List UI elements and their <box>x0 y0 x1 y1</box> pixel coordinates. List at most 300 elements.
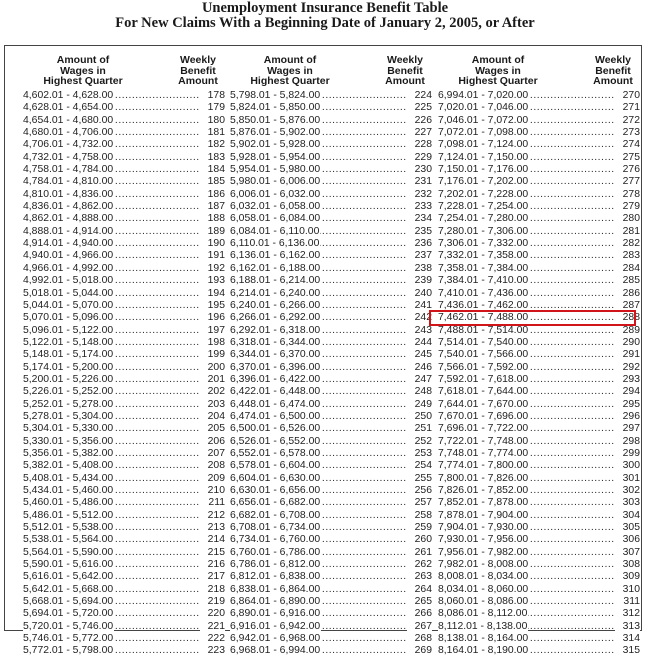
weekly-benefit-amount: 256 <box>407 485 432 497</box>
table-rows <box>438 90 640 658</box>
table-row <box>230 374 432 386</box>
table-row <box>438 559 640 571</box>
weekly-benefit-amount: 287 <box>615 300 640 312</box>
weekly-benefit-amount: 259 <box>407 522 432 534</box>
table-row <box>230 633 432 645</box>
dot-leader <box>438 559 618 571</box>
weekly-benefit-amount: 277 <box>615 176 640 188</box>
weekly-benefit-amount: 279 <box>615 201 640 213</box>
wage-range: 5,434.01 - 5,460.00 <box>23 485 114 496</box>
weekly-benefit-amount: 248 <box>407 386 432 398</box>
wage-range: 4,654.01 - 4,680.00 <box>23 114 114 126</box>
dot-leader <box>438 596 618 608</box>
dot-leader <box>23 497 203 509</box>
dot-leader <box>230 349 410 361</box>
dot-leader <box>230 164 410 176</box>
weekly-benefit-amount: 247 <box>407 374 432 386</box>
header-weekly-benefit: Weekly Benefit Amount <box>178 54 218 88</box>
wage-range: 5,746.01 - 5,772.00 <box>23 633 114 645</box>
table-row <box>23 90 225 102</box>
dot-leader <box>23 127 203 139</box>
weekly-benefit-amount: 251 <box>407 423 432 435</box>
weekly-benefit-amount: 197 <box>200 325 225 337</box>
wage-range: 7,540.01 - 7,566.00 <box>438 349 529 361</box>
weekly-benefit-amount: 308 <box>615 559 640 571</box>
table-row <box>23 522 225 534</box>
wage-range: 8,164.01 - 8,190.00 <box>438 645 529 657</box>
wage-range: 4,940.01 - 4,966.00 <box>23 250 114 262</box>
wage-range: 6,708.01 - 6,734.00 <box>230 522 321 534</box>
table-row <box>230 411 432 423</box>
wage-range: 4,602.01 - 4,628.00 <box>23 90 114 101</box>
table-row <box>230 534 432 546</box>
wage-range: 5,954.01 - 5,980.00 <box>230 164 321 176</box>
dot-leader <box>438 275 618 287</box>
wage-range: 6,396.01 - 6,422.00 <box>230 373 321 385</box>
dot-leader <box>438 115 618 127</box>
weekly-benefit-amount: 227 <box>407 127 432 139</box>
wage-range: 5,330.01 - 5,356.00 <box>23 435 114 447</box>
wage-range: 5,200.01 - 5,226.00 <box>23 373 114 385</box>
weekly-benefit-amount: 201 <box>200 374 225 386</box>
weekly-benefit-amount: 245 <box>407 349 432 361</box>
dot-leader <box>230 263 410 275</box>
weekly-benefit-amount: 258 <box>407 510 432 522</box>
table-rows <box>23 90 225 658</box>
table-row <box>230 288 432 300</box>
table-row <box>230 571 432 583</box>
table-row <box>438 325 640 337</box>
table-row <box>230 448 432 460</box>
weekly-benefit-amount: 186 <box>200 189 225 201</box>
header-weekly-benefit: Weekly Benefit Amount <box>385 54 425 88</box>
weekly-benefit-amount: 202 <box>200 386 225 398</box>
weekly-benefit-amount: 183 <box>200 152 225 164</box>
table-row <box>438 90 640 102</box>
dot-leader <box>438 349 618 361</box>
wage-range: 5,460.01 - 5,486.00 <box>23 497 114 509</box>
weekly-benefit-amount: 260 <box>407 534 432 546</box>
table-row <box>23 115 225 127</box>
weekly-benefit-amount: 239 <box>407 275 432 287</box>
dot-leader <box>23 411 203 423</box>
weekly-benefit-amount: 291 <box>615 349 640 361</box>
weekly-benefit-amount: 188 <box>200 213 225 225</box>
weekly-benefit-amount: 209 <box>200 473 225 485</box>
weekly-benefit-amount: 243 <box>407 325 432 337</box>
wage-range: 7,124.01 - 7,150.00 <box>438 151 529 163</box>
table-row <box>438 201 640 213</box>
table-row <box>230 473 432 485</box>
wage-range: 6,630.01 - 6,656.00 <box>230 485 321 496</box>
wage-range: 6,110.01 - 6,136.00 <box>230 238 320 250</box>
wage-range: 5,694.01 - 5,720.00 <box>23 608 114 620</box>
dot-leader <box>23 312 203 324</box>
wage-range: 6,240.01 - 6,266.00 <box>230 299 321 311</box>
dot-leader <box>23 362 203 374</box>
wage-range: 7,436.01 - 7,462.00 <box>438 299 529 311</box>
weekly-benefit-amount: 280 <box>615 213 640 225</box>
weekly-benefit-amount: 184 <box>200 164 225 176</box>
table-row <box>23 250 225 262</box>
dot-leader <box>230 189 410 201</box>
table-row <box>230 226 432 238</box>
table-row <box>23 608 225 620</box>
dot-leader <box>23 436 203 448</box>
table-row <box>23 621 225 633</box>
dot-leader <box>23 115 203 127</box>
wage-range: 7,982.01 - 8,008.00 <box>438 559 529 571</box>
title-line-1: Unemployment Insurance Benefit Table <box>201 0 449 16</box>
weekly-benefit-amount: 195 <box>200 300 225 312</box>
wage-range: 5,902.01 - 5,928.00 <box>230 139 321 151</box>
wage-range: 5,174.01 - 5,200.00 <box>23 361 114 373</box>
weekly-benefit-amount: 225 <box>407 102 432 114</box>
wage-range: 8,034.01 - 8,060.00 <box>438 583 529 595</box>
header-amount-of-wages: Amount of Wages in Highest Quarter <box>43 54 123 88</box>
weekly-benefit-amount: 296 <box>615 411 640 423</box>
dot-leader <box>438 645 618 657</box>
wage-range: 6,994.01 - 7,020.00 <box>438 90 529 101</box>
dot-leader <box>23 399 203 411</box>
weekly-benefit-amount: 263 <box>407 571 432 583</box>
wage-range: 8,138.01 - 8,164.00 <box>438 633 529 645</box>
wage-range: 5,772.01 - 5,798.00 <box>23 645 114 657</box>
weekly-benefit-amount: 205 <box>200 423 225 435</box>
wage-range: 5,590.01 - 5,616.00 <box>23 559 114 571</box>
table-row <box>438 547 640 559</box>
wage-range: 6,526.01 - 6,552.00 <box>230 435 321 447</box>
wage-range: 7,046.01 - 7,072.00 <box>438 114 529 126</box>
wage-range: 5,486.01 - 5,512.00 <box>23 509 114 521</box>
weekly-benefit-amount: 235 <box>407 226 432 238</box>
table-row <box>23 127 225 139</box>
table-row <box>23 201 225 213</box>
dot-leader <box>23 485 203 497</box>
table-row <box>230 275 432 287</box>
weekly-benefit-amount: 214 <box>200 534 225 546</box>
weekly-benefit-amount: 283 <box>615 250 640 262</box>
dot-leader <box>438 139 618 151</box>
wage-range: 6,578.01 - 6,604.00 <box>230 460 321 472</box>
column-header <box>438 51 640 86</box>
wage-range: 7,774.01 - 7,800.00 <box>438 460 529 472</box>
wage-range: 7,150.01 - 7,176.00 <box>438 164 529 176</box>
weekly-benefit-amount: 264 <box>407 584 432 596</box>
weekly-benefit-amount: 315 <box>615 645 640 657</box>
dot-leader <box>23 102 203 114</box>
wage-range: 6,370.01 - 6,396.00 <box>230 361 321 373</box>
wage-range: 7,956.01 - 7,982.00 <box>438 546 529 558</box>
weekly-benefit-amount: 230 <box>407 164 432 176</box>
dot-leader <box>438 325 618 337</box>
table-row <box>23 534 225 546</box>
dot-leader <box>230 288 410 300</box>
dot-leader <box>230 485 410 497</box>
table-row <box>438 411 640 423</box>
weekly-benefit-amount: 293 <box>615 374 640 386</box>
weekly-benefit-amount: 302 <box>615 485 640 497</box>
weekly-benefit-amount: 240 <box>407 288 432 300</box>
table-row <box>230 522 432 534</box>
dot-leader <box>230 436 410 448</box>
wage-range: 6,916.01 - 6,942.00 <box>230 620 321 632</box>
dot-leader <box>23 139 203 151</box>
dot-leader <box>230 201 410 213</box>
table-row <box>438 621 640 633</box>
table-column-3 <box>438 51 640 658</box>
table-row <box>438 497 640 509</box>
table-row <box>230 386 432 398</box>
table-row <box>230 510 432 522</box>
table-row <box>230 102 432 114</box>
dot-leader <box>230 176 410 188</box>
dot-leader <box>230 534 410 546</box>
wage-range: 7,306.01 - 7,332.00 <box>438 238 529 250</box>
wage-range: 7,202.01 - 7,228.00 <box>438 188 529 200</box>
dot-leader <box>438 423 618 435</box>
table-row <box>23 213 225 225</box>
dot-leader <box>23 423 203 435</box>
wage-range: 7,670.01 - 7,696.00 <box>438 410 529 422</box>
wage-range: 7,878.01 - 7,904.00 <box>438 509 529 521</box>
wage-range: 6,448.01 - 6,474.00 <box>230 398 321 410</box>
table-row <box>438 176 640 188</box>
wage-range: 4,680.01 - 4,706.00 <box>23 127 114 139</box>
table-row <box>23 386 225 398</box>
table-row <box>23 152 225 164</box>
table-row <box>23 349 225 361</box>
table-row <box>23 263 225 275</box>
dot-leader <box>438 473 618 485</box>
table-row <box>230 423 432 435</box>
table-row <box>438 102 640 114</box>
table-row <box>438 362 640 374</box>
dot-leader <box>230 423 410 435</box>
table-row <box>23 325 225 337</box>
dot-leader <box>23 386 203 398</box>
dot-leader <box>230 571 410 583</box>
wage-range: 7,098.01 - 7,124.00 <box>438 139 529 151</box>
weekly-benefit-amount: 266 <box>407 608 432 620</box>
highlighted-row-box <box>429 310 636 326</box>
table-row <box>23 312 225 324</box>
weekly-benefit-amount: 265 <box>407 596 432 608</box>
wage-range: 5,512.01 - 5,538.00 <box>23 522 114 534</box>
wage-range: 4,758.01 - 4,784.00 <box>23 164 114 176</box>
wage-range: 5,928.01 - 5,954.00 <box>230 151 321 163</box>
wage-range: 4,862.01 - 4,888.00 <box>23 213 114 225</box>
wage-range: 7,904.01 - 7,930.00 <box>438 522 529 534</box>
weekly-benefit-amount: 236 <box>407 238 432 250</box>
weekly-benefit-amount: 271 <box>615 102 640 114</box>
weekly-benefit-amount: 309 <box>615 571 640 583</box>
weekly-benefit-amount: 216 <box>200 559 225 571</box>
table-row <box>23 547 225 559</box>
weekly-benefit-amount: 311 <box>615 596 640 608</box>
table-row <box>23 485 225 497</box>
dot-leader <box>230 226 410 238</box>
dot-leader <box>230 386 410 398</box>
wage-range: 6,760.01 - 6,786.00 <box>230 546 321 558</box>
table-row <box>438 485 640 497</box>
table-row <box>230 127 432 139</box>
header-amount-of-wages: Amount of Wages in Highest Quarter <box>458 54 538 88</box>
dot-leader <box>23 584 203 596</box>
table-row <box>438 436 640 448</box>
wage-range: 7,332.01 - 7,358.00 <box>438 250 529 262</box>
dot-leader <box>438 448 618 460</box>
dot-leader <box>438 152 618 164</box>
wage-range: 6,682.01 - 6,708.00 <box>230 509 321 521</box>
dot-leader <box>438 189 618 201</box>
wage-range: 8,008.01 - 8,034.00 <box>438 571 529 583</box>
wage-range: 6,552.01 - 6,578.00 <box>230 447 321 459</box>
wage-range: 5,070.01 - 5,096.00 <box>23 312 114 324</box>
table-row <box>23 102 225 114</box>
weekly-benefit-amount: 298 <box>615 436 640 448</box>
dot-leader <box>23 473 203 485</box>
weekly-benefit-amount: 270 <box>615 90 640 102</box>
wage-range: 5,538.01 - 5,564.00 <box>23 534 114 546</box>
weekly-benefit-amount: 310 <box>615 584 640 596</box>
weekly-benefit-amount: 206 <box>200 436 225 448</box>
weekly-benefit-amount: 218 <box>200 584 225 596</box>
table-row <box>438 448 640 460</box>
weekly-benefit-amount: 292 <box>615 362 640 374</box>
dot-leader <box>23 201 203 213</box>
table-row <box>23 139 225 151</box>
weekly-benefit-amount: 257 <box>407 497 432 509</box>
weekly-benefit-amount: 181 <box>200 127 225 139</box>
weekly-benefit-amount: 208 <box>200 460 225 472</box>
weekly-benefit-amount: 232 <box>407 189 432 201</box>
dot-leader <box>23 164 203 176</box>
column-header <box>23 51 225 86</box>
table-row <box>230 312 432 324</box>
table-row <box>23 497 225 509</box>
wage-range: 7,696.01 - 7,722.00 <box>438 423 529 435</box>
dot-leader <box>23 534 203 546</box>
table-column-1 <box>23 51 225 658</box>
weekly-benefit-amount: 224 <box>407 90 432 102</box>
dot-leader <box>230 559 410 571</box>
weekly-benefit-amount: 304 <box>615 510 640 522</box>
wage-range: 4,810.01 - 4,836.00 <box>23 188 114 200</box>
dot-leader <box>438 238 618 250</box>
weekly-benefit-amount: 300 <box>615 460 640 472</box>
dot-leader <box>23 288 203 300</box>
wage-range: 5,382.01 - 5,408.00 <box>23 460 114 472</box>
table-row <box>230 362 432 374</box>
table-row <box>438 633 640 645</box>
dot-leader <box>23 608 203 620</box>
table-row <box>438 596 640 608</box>
dot-leader <box>438 164 618 176</box>
table-row <box>438 238 640 250</box>
weekly-benefit-amount: 198 <box>200 337 225 349</box>
wage-range: 7,852.01 - 7,878.00 <box>438 497 529 509</box>
wage-range: 6,292.01 - 6,318.00 <box>230 324 321 336</box>
wage-range: 6,812.01 - 6,838.00 <box>230 571 321 583</box>
table-row <box>230 596 432 608</box>
dot-leader <box>230 460 410 472</box>
table-row <box>230 263 432 275</box>
weekly-benefit-amount: 192 <box>200 263 225 275</box>
weekly-benefit-amount: 213 <box>200 522 225 534</box>
dot-leader <box>438 213 618 225</box>
wage-range: 6,968.01 - 6,994.00 <box>230 645 321 657</box>
weekly-benefit-amount: 221 <box>200 621 225 633</box>
wage-range: 8,086.01 - 8,112.00 <box>438 608 528 620</box>
table-row <box>438 571 640 583</box>
dot-leader <box>230 522 410 534</box>
weekly-benefit-amount: 233 <box>407 201 432 213</box>
dot-leader <box>230 312 410 324</box>
wage-range: 8,060.01 - 8,086.00 <box>438 596 529 608</box>
wage-range: 5,252.01 - 5,278.00 <box>23 398 114 410</box>
weekly-benefit-amount: 267 <box>407 621 432 633</box>
weekly-benefit-amount: 228 <box>407 139 432 151</box>
wage-range: 7,254.01 - 7,280.00 <box>438 213 529 225</box>
weekly-benefit-amount: 295 <box>615 399 640 411</box>
dot-leader <box>438 386 618 398</box>
table-row <box>230 645 432 657</box>
wage-range: 7,800.01 - 7,826.00 <box>438 472 529 484</box>
dot-leader <box>230 152 410 164</box>
wage-range: 6,032.01 - 6,058.00 <box>230 201 321 213</box>
table-column-2 <box>230 51 432 658</box>
weekly-benefit-amount: 242 <box>407 312 432 324</box>
dot-leader <box>438 534 618 546</box>
weekly-benefit-amount: 290 <box>615 337 640 349</box>
table-row <box>438 213 640 225</box>
dot-leader <box>230 411 410 423</box>
dot-leader <box>438 127 618 139</box>
weekly-benefit-amount: 262 <box>407 559 432 571</box>
wage-range: 7,644.01 - 7,670.00 <box>438 398 529 410</box>
table-row <box>230 90 432 102</box>
dot-leader <box>23 559 203 571</box>
weekly-benefit-amount: 238 <box>407 263 432 275</box>
weekly-benefit-amount: 189 <box>200 226 225 238</box>
dot-leader <box>230 250 410 262</box>
table-row <box>23 571 225 583</box>
dot-leader <box>438 226 618 238</box>
weekly-benefit-amount: 244 <box>407 337 432 349</box>
table-row <box>230 189 432 201</box>
wage-range: 6,084.01 - 6,110.00 <box>230 225 320 237</box>
table-row <box>230 337 432 349</box>
dot-leader <box>438 497 618 509</box>
weekly-benefit-amount: 237 <box>407 250 432 262</box>
table-row <box>23 510 225 522</box>
dot-leader <box>23 90 203 102</box>
weekly-benefit-amount: 314 <box>615 633 640 645</box>
table-row <box>23 584 225 596</box>
wage-range: 5,668.01 - 5,694.00 <box>23 596 114 608</box>
wage-range: 6,838.01 - 6,864.00 <box>230 583 321 595</box>
wage-range: 6,786.01 - 6,812.00 <box>230 559 321 571</box>
table-row <box>230 485 432 497</box>
table-row <box>230 176 432 188</box>
table-row <box>438 473 640 485</box>
table-row <box>23 473 225 485</box>
table-row <box>230 115 432 127</box>
dot-leader <box>230 374 410 386</box>
weekly-benefit-amount: 187 <box>200 201 225 213</box>
dot-leader <box>438 522 618 534</box>
